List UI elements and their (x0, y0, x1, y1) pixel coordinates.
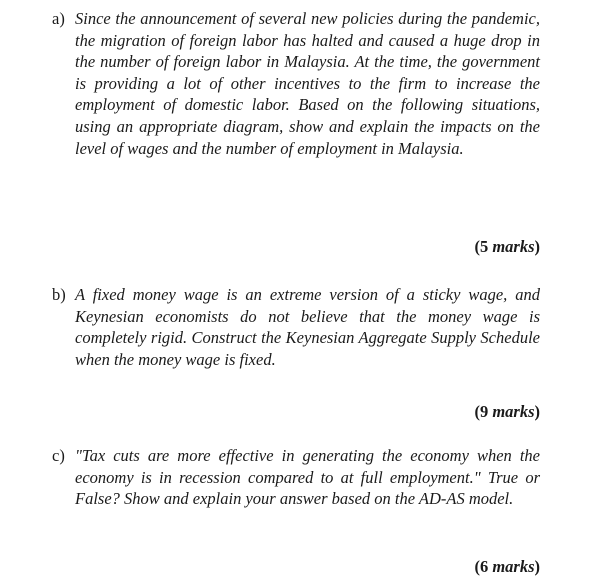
question-a (52, 8, 540, 159)
question-a-marks: (5 marks) (474, 237, 540, 256)
question-c-label: c) (52, 446, 65, 465)
question-b-label: b) (52, 285, 66, 304)
question-b-text: A fixed money wage is an extreme version of a sticky wage, and Keynesian economists do not believe that the money wage is completely rigid. Construct the Keynesian Aggregate Supply Schedule when the money wage is fixed. (75, 285, 540, 369)
question-a-text: Since the announcement of several new policies during the pandemic, the migration of foreign labor has halted and caused a huge drop in the number of foreign labor in Malaysia. At the time, the government is providing a lot of other incentives to the firm to increase the employment of domestic labor. Based on the following situations, using an appropriate diagram, show and explain the impacts on the level of wages and the number of employment in Malaysia. (75, 9, 540, 158)
question-b (52, 284, 540, 370)
question-c-marks: (6 marks) (474, 557, 540, 576)
question-b-marks: (9 marks) (474, 402, 540, 421)
question-c (52, 445, 540, 510)
question-c-text: "Tax cuts are more effective in generating the economy when the economy is in recession compared to at full employment." True or False? Show and explain your answer based on the AD-AS model. (75, 446, 540, 509)
question-a-label: a) (52, 9, 65, 28)
